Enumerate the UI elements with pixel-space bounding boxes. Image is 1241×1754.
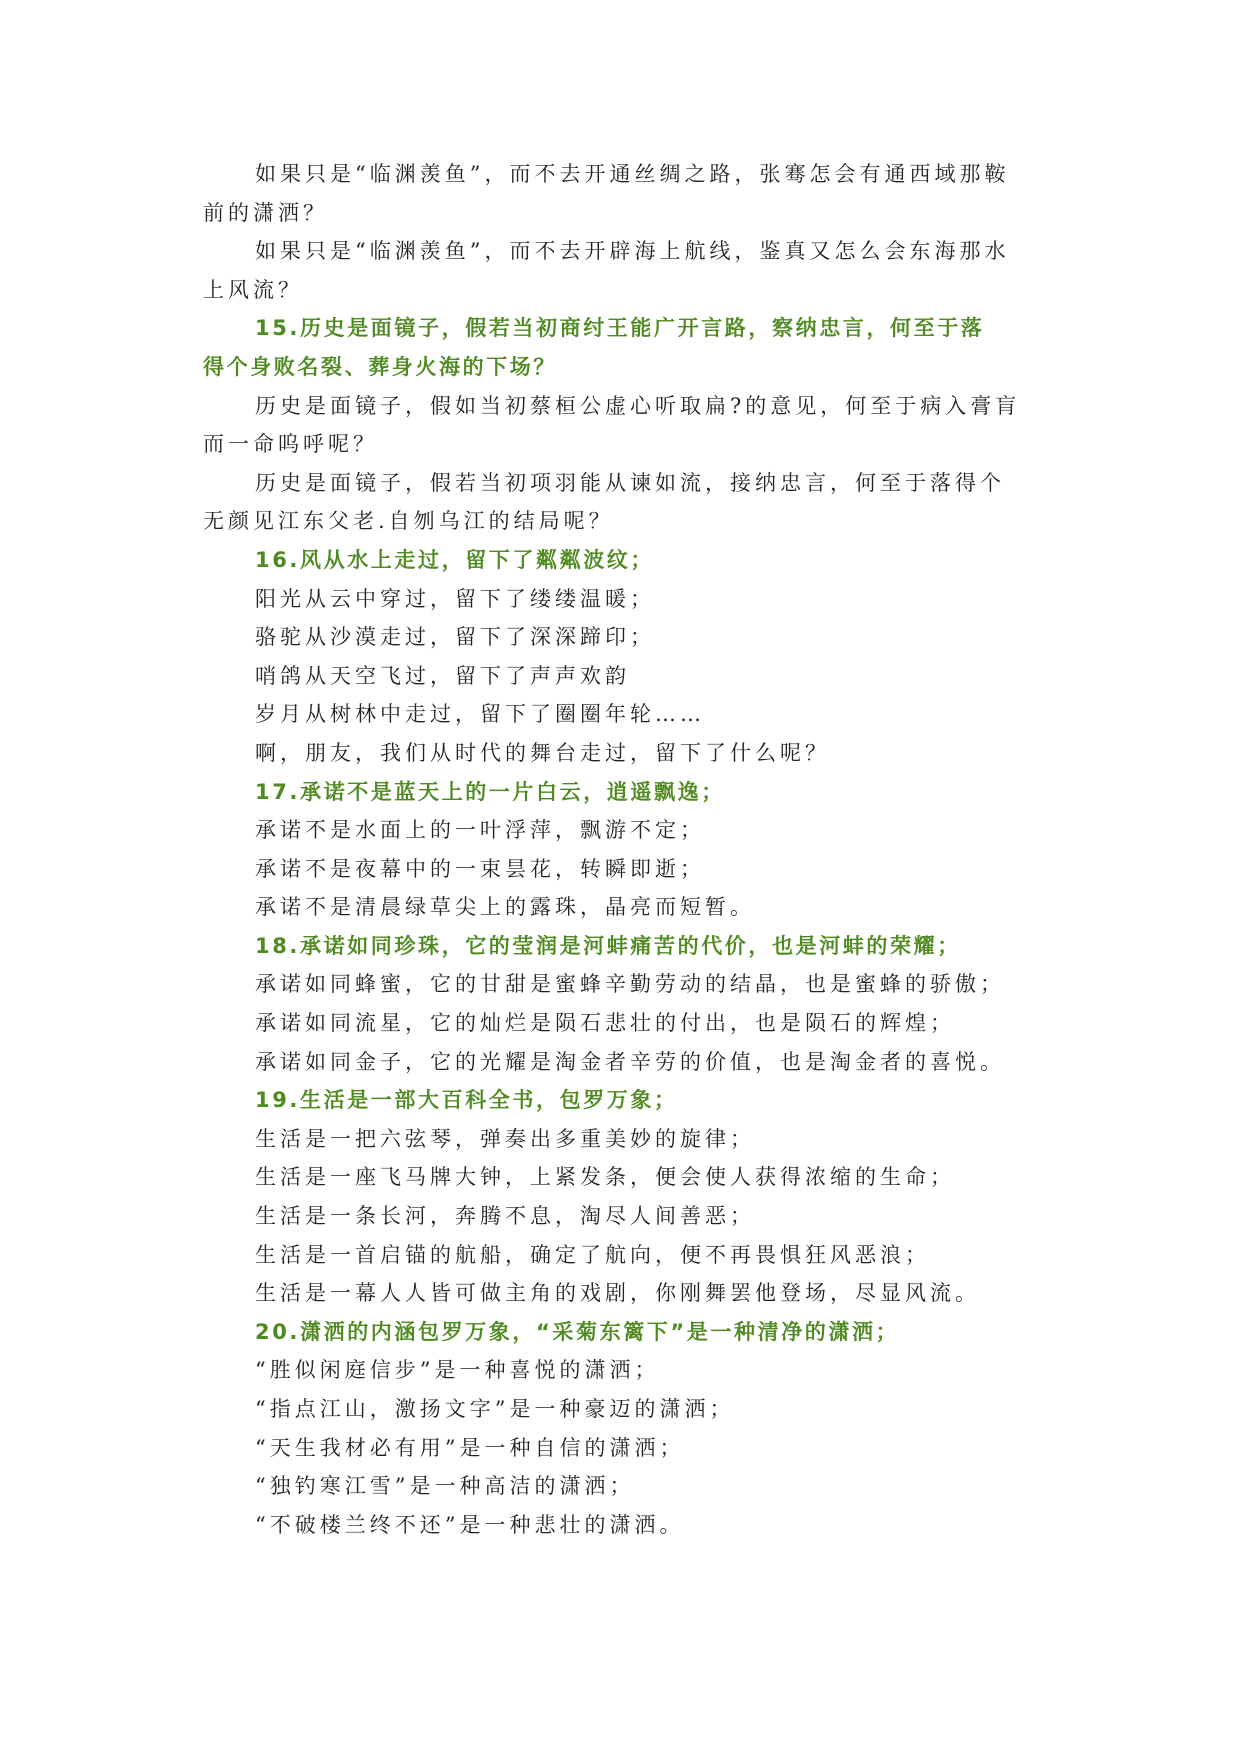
paragraph-line: 哨鸽从天空飞过，留下了声声欢韵 [255, 663, 630, 688]
paragraph-line: 承诺不是夜幕中的一束昙花，转瞬即逝； [255, 856, 705, 881]
paragraph-line: 上风流？ [203, 277, 303, 302]
paragraph-line: 岁月从树林中走过，留下了圈圈年轮…… [255, 702, 705, 727]
section-heading: 20.潇洒的内涵包罗万象，“采菊东篱下”是一种清净的潇洒； [255, 1319, 900, 1344]
paragraph-line: 如果只是“临渊羡鱼”，而不去开辟海上航线，鉴真又怎么会东海那水 [255, 239, 1010, 264]
section-heading: 19.生活是一部大百科全书，包罗万象； [255, 1088, 678, 1113]
paragraph-line: 生活是一条长河，奔腾不息，淘尽人间善恶； [255, 1204, 755, 1229]
paragraph-line: 而一命呜呼呢？ [203, 432, 378, 457]
paragraph-line: 生活是一把六弦琴，弹奏出多重美妙的旋律； [255, 1126, 755, 1151]
paragraph-line: 承诺如同流星，它的灿烂是陨石悲壮的付出，也是陨石的辉煌； [255, 1011, 955, 1036]
paragraph-line: 历史是面镜子，假若当初项羽能从谏如流，接纳忠言，何至于落得个 [255, 470, 1005, 495]
paragraph-line: 前的潇洒？ [203, 200, 328, 225]
paragraph-line: “不破楼兰终不还”是一种悲壮的潇洒。 [255, 1512, 685, 1537]
paragraph-line: “天生我材必有用”是一种自信的潇洒； [255, 1435, 685, 1460]
paragraph-line: 无颜见江东父老.自刎乌江的结局呢？ [203, 509, 614, 534]
paragraph-line: 承诺不是清晨绿草尖上的露珠，晶亮而短暂。 [255, 895, 755, 920]
paragraph-line: 生活是一座飞马牌大钟，上紧发条，便会使人获得浓缩的生命； [255, 1165, 955, 1190]
section-heading: 15.历史是面镜子，假若当初商纣王能广开言路，察纳忠言，何至于落 [255, 316, 985, 341]
paragraph-line: 阳光从云中穿过，留下了缕缕温暖； [255, 586, 655, 611]
paragraph-line: 骆驼从沙漠走过，留下了深深蹄印； [255, 625, 655, 650]
paragraph-line: 啊，朋友，我们从时代的舞台走过，留下了什么呢？ [255, 740, 830, 765]
section-heading: 18.承诺如同珍珠，它的莹润是河蚌痛苦的代价，也是河蚌的荣耀； [255, 933, 961, 958]
paragraph-line: 生活是一首启锚的航船，确定了航向，便不再畏惧狂风恶浪； [255, 1242, 930, 1267]
paragraph-line: “指点江山，激扬文字”是一种豪迈的潇洒； [255, 1397, 735, 1421]
section-heading: 16.风从水上走过，留下了粼粼波纹； [255, 547, 654, 572]
paragraph-line: 如果只是“临渊羡鱼”，而不去开通丝绸之路，张骞怎会有通西域那鞍 [255, 162, 1010, 186]
document-body [203, 155, 1053, 1544]
paragraph-line: 历史是面镜子，假如当初蔡桓公虚心听取扁?的意见，何至于病入膏肓 [255, 393, 1021, 418]
paragraph-line: “独钓寒江雪”是一种高洁的潇洒； [255, 1474, 635, 1499]
paragraph-line: 生活是一幕人人皆可做主角的戏剧，你刚舞罢他登场，尽显风流。 [255, 1281, 980, 1306]
paragraph-line: 承诺如同金子，它的光耀是淘金者辛劳的价值，也是淘金者的喜悦。 [255, 1049, 1005, 1074]
paragraph-line: “胜似闲庭信步”是一种喜悦的潇洒； [255, 1358, 660, 1383]
paragraph-line: 承诺如同蜂蜜，它的甘甜是蜜蜂辛勤劳动的结晶，也是蜜蜂的骄傲； [255, 972, 1005, 997]
section-heading: 得个身败名裂、葬身火海的下场？ [203, 354, 557, 379]
section-heading: 17.承诺不是蓝天上的一片白云，逍遥飘逸； [255, 779, 725, 804]
paragraph-line: 承诺不是水面上的一叶浮萍，飘游不定； [255, 818, 705, 843]
